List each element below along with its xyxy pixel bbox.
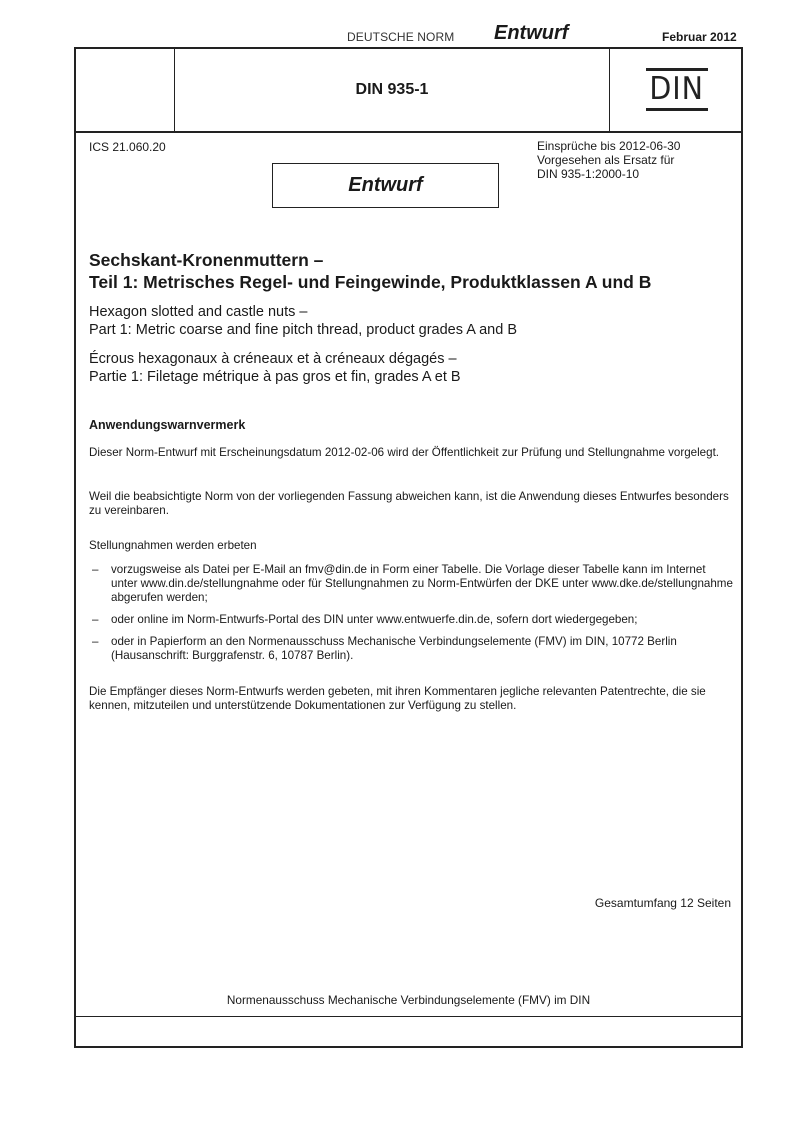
notice-paragraph-2: Weil die beabsichtigte Norm von der vorliegenden Fassung abweichen kann, ist die Anwendung dieses Entwurfes besonders zu vereinbaren. <box>89 490 729 517</box>
header-middle-cell <box>175 49 610 131</box>
notice-paragraph-4: Die Empfänger dieses Norm-Entwurfs werden gebeten, mit ihren Kommentaren jegliche relevanten Patentrechte, die sie kennen, mitzuteilen und unterstützende Dokumentationen zur Verfügung zu stellen. <box>89 685 706 712</box>
header-row <box>76 49 741 133</box>
list-item-text: oder in Papierform an den Normenausschuss Mechanische Verbindungselemente (FMV) im DIN, 10772 Berlin (Hausanschrift: Burggrafenstr. 6, 10787 Berlin). <box>111 635 677 662</box>
title-german <box>89 249 729 293</box>
list-dash: – <box>92 563 99 576</box>
notice-paragraph-3: Stellungnahmen werden erbeten <box>89 539 257 552</box>
footer-committee: Normenausschuss Mechanische Verbindungselemente (FMV) im DIN <box>226 993 591 1007</box>
list-item-text: oder online im Norm-Entwurfs-Portal des DIN unter www.entwuerfe.din.de, sofern dort wiedergegeben; <box>111 613 638 626</box>
header-right-cell <box>610 49 741 131</box>
total-pages: Gesamtumfang 12 Seiten <box>594 896 731 910</box>
norm-label: DEUTSCHE NORM <box>347 30 455 44</box>
title-french-line2: Partie 1: Filetage métrique à pas gros et fin, grades A et B <box>89 369 461 385</box>
list-item <box>89 613 734 627</box>
draft-box: Entwurf <box>272 163 499 208</box>
din-logo-text: DIN <box>649 71 705 107</box>
draft-label: Entwurf <box>494 22 569 44</box>
title-french-line1: Écrous hexagonaux à créneaux et à créneaux dégagés – <box>89 351 457 367</box>
replaces-document: DIN 935-1:2000-10 <box>537 167 640 181</box>
title-german-line1: Sechskant-Kronenmuttern – <box>89 250 324 270</box>
title-english-line2: Part 1: Metric coarse and fine pitch thread, product grades A and B <box>89 322 517 338</box>
replaces-label: Vorgesehen als Ersatz für <box>537 153 675 167</box>
list-item <box>89 635 734 663</box>
objection-info <box>537 139 680 181</box>
list-item <box>89 563 734 605</box>
comment-options-list <box>89 563 734 671</box>
objection-deadline: Einsprüche bis 2012-06-30 <box>537 139 681 153</box>
ics-code: ICS 21.060.20 <box>89 140 166 154</box>
header-left-cell <box>76 49 175 131</box>
title-english-line1: Hexagon slotted and castle nuts – <box>89 304 308 320</box>
document-frame <box>74 47 743 1048</box>
title-french <box>89 350 729 386</box>
top-line <box>0 22 793 48</box>
title-german-line2: Teil 1: Metrisches Regel- und Feingewinde, Produktklassen A und B <box>89 272 652 292</box>
notice-paragraph-1: Dieser Norm-Entwurf mit Erscheinungsdatum 2012-02-06 wird der Öffentlichkeit zur Prüfung und Stellungnahme vorgelegt. <box>89 446 720 459</box>
title-english <box>89 303 729 339</box>
issue-date: Februar 2012 <box>662 30 737 44</box>
list-dash: – <box>92 635 99 648</box>
list-dash: – <box>92 613 99 626</box>
list-item-text: vorzugsweise als Datei per E-Mail an fmv@din.de in Form einer Tabelle. Die Vorlage dieser Tabelle kann im Internet unter www.din.de/stellungnahme oder für Stellungnahmen zu Norm-Entwürfen der DKE unter www.dke.de/stellungnahme abgerufen werden; <box>111 563 733 604</box>
document-number: DIN 935-1 <box>355 81 429 98</box>
din-logo <box>646 68 708 111</box>
warning-heading: Anwendungswarnvermerk <box>89 418 246 432</box>
footer-divider <box>76 1016 741 1017</box>
